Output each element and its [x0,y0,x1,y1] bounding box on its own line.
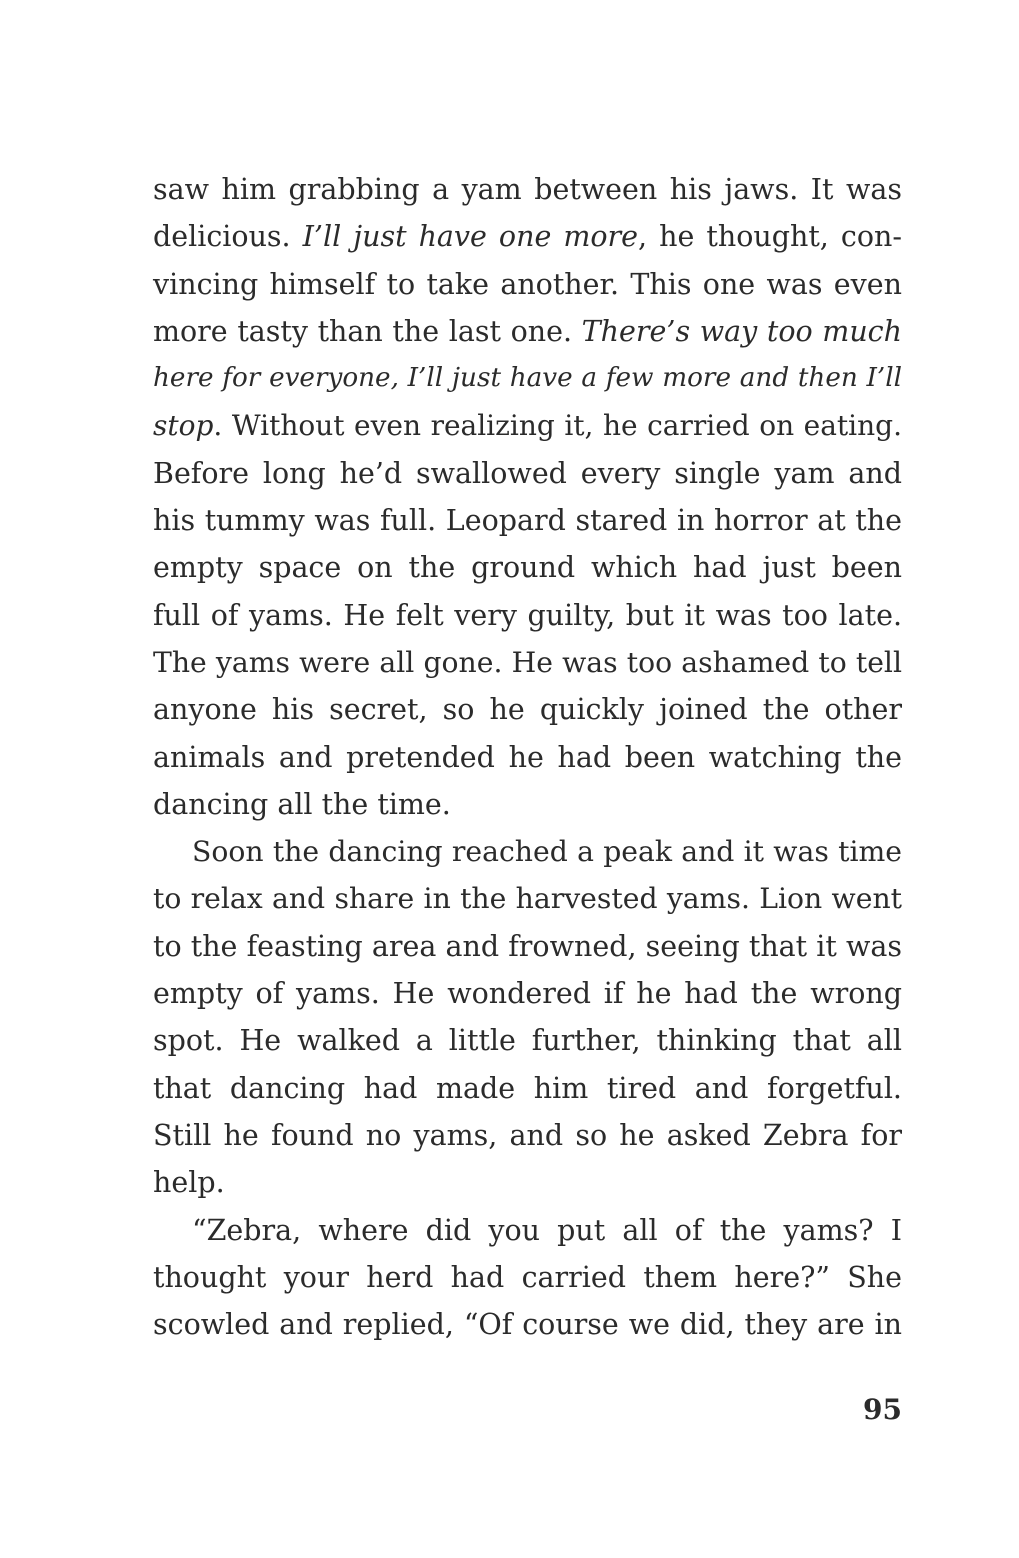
text-run: thought your herd had carried them here?” She [153,1260,902,1294]
text-line [153,686,902,733]
body-text [153,166,902,1348]
text-line [153,1017,902,1064]
text-line [153,1112,902,1159]
text-line [153,1254,902,1301]
text-line [153,355,902,402]
text-line [153,875,902,922]
text-run: Before long he’d swallowed every single yam and [153,456,902,490]
text-line [153,639,902,686]
text-run: delicious. [153,220,303,254]
text-run: to relax and share in the harvested yams. Lion went [153,882,902,916]
text-line [153,213,902,260]
text-run: empty of yams. He wondered if he had the wrong [153,977,902,1011]
text-line [153,1301,902,1348]
text-run: full of yams. He felt very guilty, but it was too late. [153,598,902,632]
italic-text: here for everyone, I’ll just have a few more and then I’ll [153,363,902,394]
text-run: , he thought, con- [638,220,902,254]
text-run: that dancing had made him tired and forgetful. [153,1071,902,1105]
text-line [153,734,902,781]
page-number: 95 [863,1393,902,1426]
text-run: more tasty than the last one. [153,314,582,348]
text-line [153,781,902,828]
text-run: animals and pretended he had been watching the [153,740,902,774]
text-line [153,261,902,308]
text-line [153,450,902,497]
text-line [153,1065,902,1112]
text-line [153,308,902,355]
italic-text: stop [153,409,214,443]
text-run: vincing himself to take another. This one was even [153,267,902,301]
text-run: . Without even realizing it, he carried on eating. [213,409,902,443]
text-run: his tummy was full. Leopard stared in horror at the [153,504,902,538]
text-line [153,828,902,875]
text-line [153,1159,902,1206]
text-run: scowled and replied, “Of course we did, they are in [153,1308,902,1342]
text-line [153,923,902,970]
paragraph [153,166,902,828]
paragraph [153,828,902,1206]
italic-text: There’s way too much [581,314,902,348]
text-line [153,402,902,449]
paragraph [153,1207,902,1349]
text-run: The yams were all gone. He was too ashamed to tell [153,645,902,679]
text-run: saw him grabbing a yam between his jaws. It was [153,173,902,206]
text-line [153,1207,902,1254]
italic-text: I’ll just have one more [302,220,639,254]
text-run: Still he found no yams, and so he asked Zebra for [153,1118,902,1152]
text-run: to the feasting area and frowned, seeing that it was [153,929,902,963]
text-line [153,544,902,591]
text-line [153,497,902,544]
text-run: Soon the dancing reached a peak and it was time [192,835,902,869]
text-line [153,592,902,639]
text-run: “Zebra, where did you put all of the yams? I [192,1213,902,1247]
text-run: spot. He walked a little further, thinking that all [153,1024,902,1058]
text-run: empty space on the ground which had just been [153,551,902,585]
text-line [153,166,902,213]
text-line [153,970,902,1017]
text-run: anyone his secret, so he quickly joined the other [153,693,902,727]
text-run: dancing all the time. [153,787,451,821]
text-run: help. [153,1166,225,1200]
